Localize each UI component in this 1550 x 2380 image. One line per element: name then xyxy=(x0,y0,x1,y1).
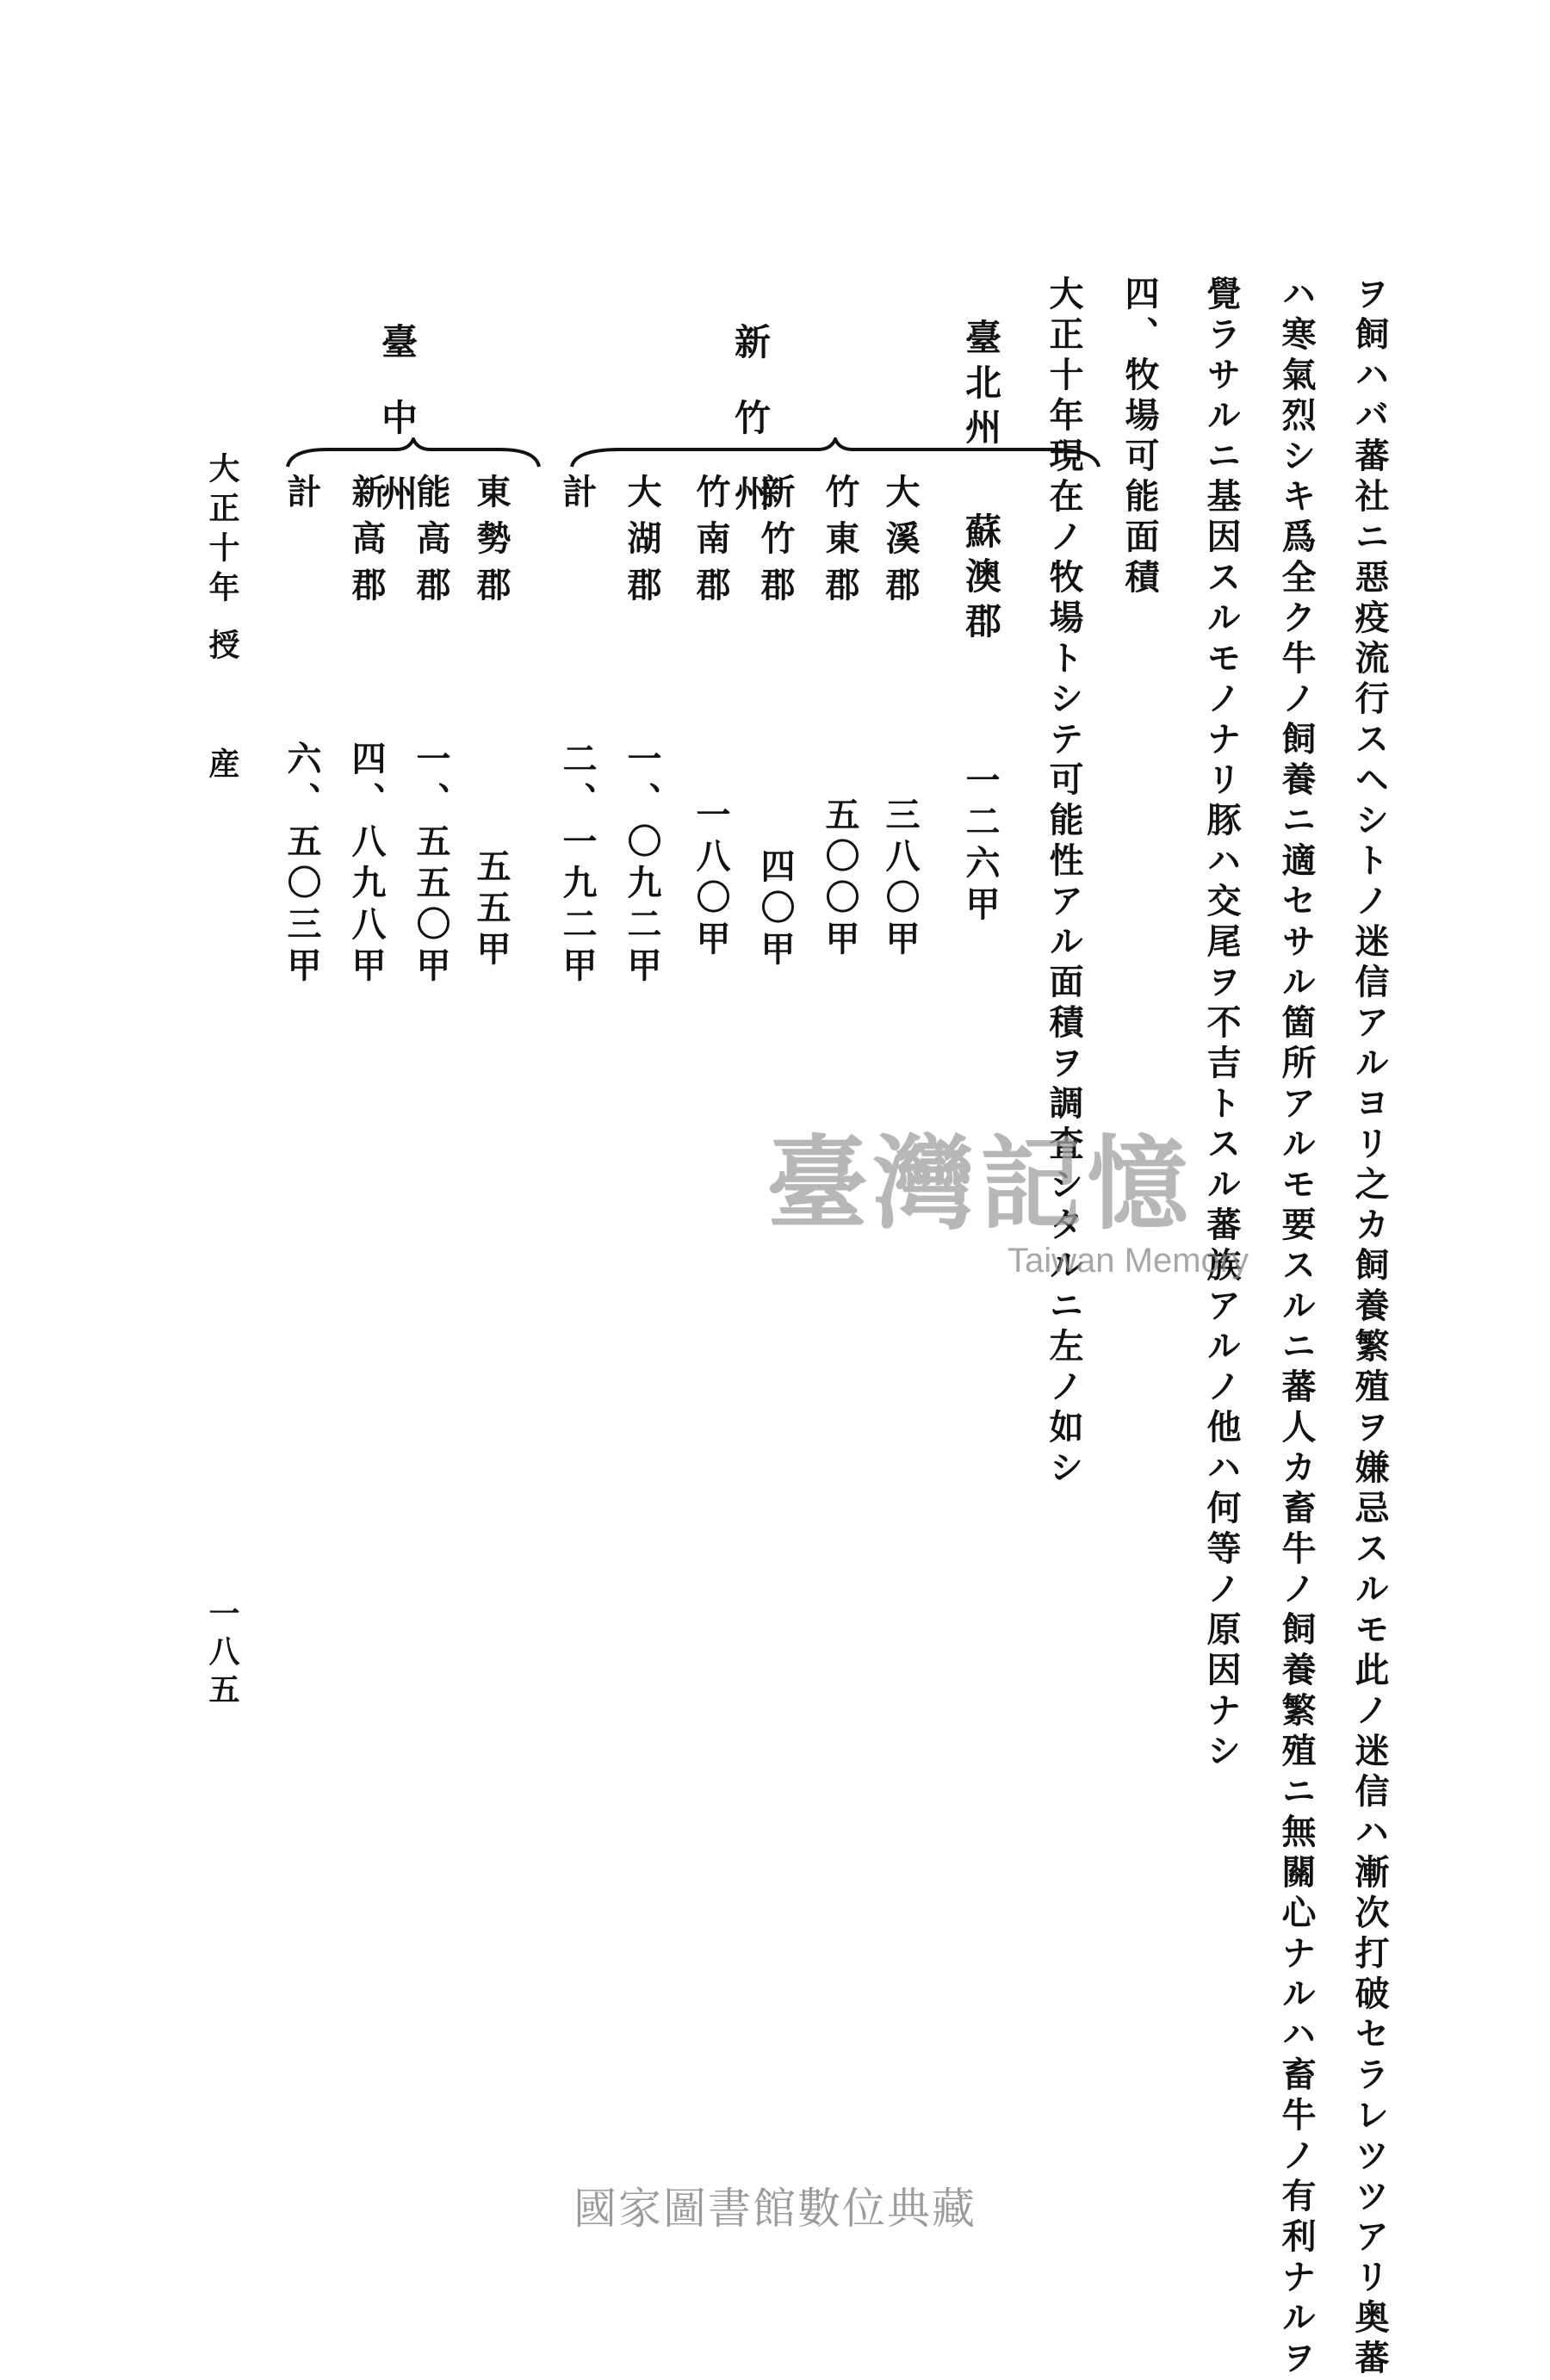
taichung-district-2: 能高郡 xyxy=(411,474,451,613)
taichung-value-2: 一、五五〇甲 xyxy=(411,741,451,989)
taichung-total-label: 計 xyxy=(282,474,322,520)
hsinchu-district-1: 大溪郡 xyxy=(880,474,921,613)
hsinchu-value-1: 三八〇甲 xyxy=(880,796,921,962)
body-line-3: 覺ラサルニ基因スルモノナリ豚ハ交尾ヲ不吉トスル蕃族アルノ他ハ何等ノ原因ナシ xyxy=(1201,276,1242,1773)
hsinchu-value-4: 一八〇甲 xyxy=(691,796,731,962)
footer-credit: 國家圖書館數位典藏 xyxy=(574,2184,976,2234)
taichung-brace xyxy=(284,437,542,472)
hsinchu-value-5: 一、〇九二甲 xyxy=(622,741,662,989)
watermark-english: Taiwan Memory xyxy=(1008,1242,1249,1280)
taipei-district: 蘇澳郡 xyxy=(960,512,1002,647)
hsinchu-total-value: 二、一九二甲 xyxy=(557,741,598,989)
hsinchu-value-2: 五〇〇甲 xyxy=(820,796,860,962)
page-number: 一八五 xyxy=(204,1597,240,1711)
taichung-total-value: 六、五〇三甲 xyxy=(282,741,322,989)
intro-line: 大正十年現在ノ牧場トシテ可能性アル面積ヲ調査シタルニ左ノ如シ xyxy=(1044,276,1084,1490)
running-head-left: 大正十年 xyxy=(204,452,240,610)
taichung-district-1: 東勢郡 xyxy=(471,474,512,613)
hsinchu-prefecture: 新竹州 xyxy=(729,323,772,550)
taichung-prefecture: 臺中州 xyxy=(376,323,418,550)
section-heading: 四、牧場可能面積 xyxy=(1119,276,1160,599)
taichung-district-3: 新高郡 xyxy=(346,474,387,613)
taichung-value-3: 四、八九八甲 xyxy=(346,741,387,989)
hsinchu-total-label: 計 xyxy=(557,474,598,520)
hsinchu-district-4: 竹南郡 xyxy=(691,474,731,613)
body-line-1: ヲ飼ハバ蕃社ニ惡疫流行スヘシトノ迷信アルヨリ之カ飼養繁殖ヲ嫌忌スルモ此ノ迷信ハ漸次打破セラレツツアリ奥蕃 xyxy=(1349,276,1390,2380)
hsinchu-district-3: 新竹郡 xyxy=(755,474,796,613)
hsinchu-district-5: 大湖郡 xyxy=(622,474,662,613)
hsinchu-district-2: 竹東郡 xyxy=(820,474,860,613)
watermark-chinese: 臺灣記憶 xyxy=(766,1124,1194,1243)
taipei-value: 一二六甲 xyxy=(960,762,1001,927)
taipei-prefecture: 臺北州 xyxy=(960,319,1002,453)
taiwan-memory-watermark xyxy=(766,1124,1300,1300)
hsinchu-brace xyxy=(568,437,1102,472)
running-head-right: 授 産 xyxy=(204,629,240,787)
hsinchu-value-3: 四〇甲 xyxy=(755,848,796,972)
body-line-2: ハ寒氣烈シキ爲全ク牛ノ飼養ニ適セサル箇所アルモ要スルニ蕃人カ畜牛ノ飼養繁殖ニ無關心ナルハ畜牛ノ有利ナルヲ xyxy=(1276,276,1317,2380)
taichung-value-1: 五五甲 xyxy=(471,848,512,972)
